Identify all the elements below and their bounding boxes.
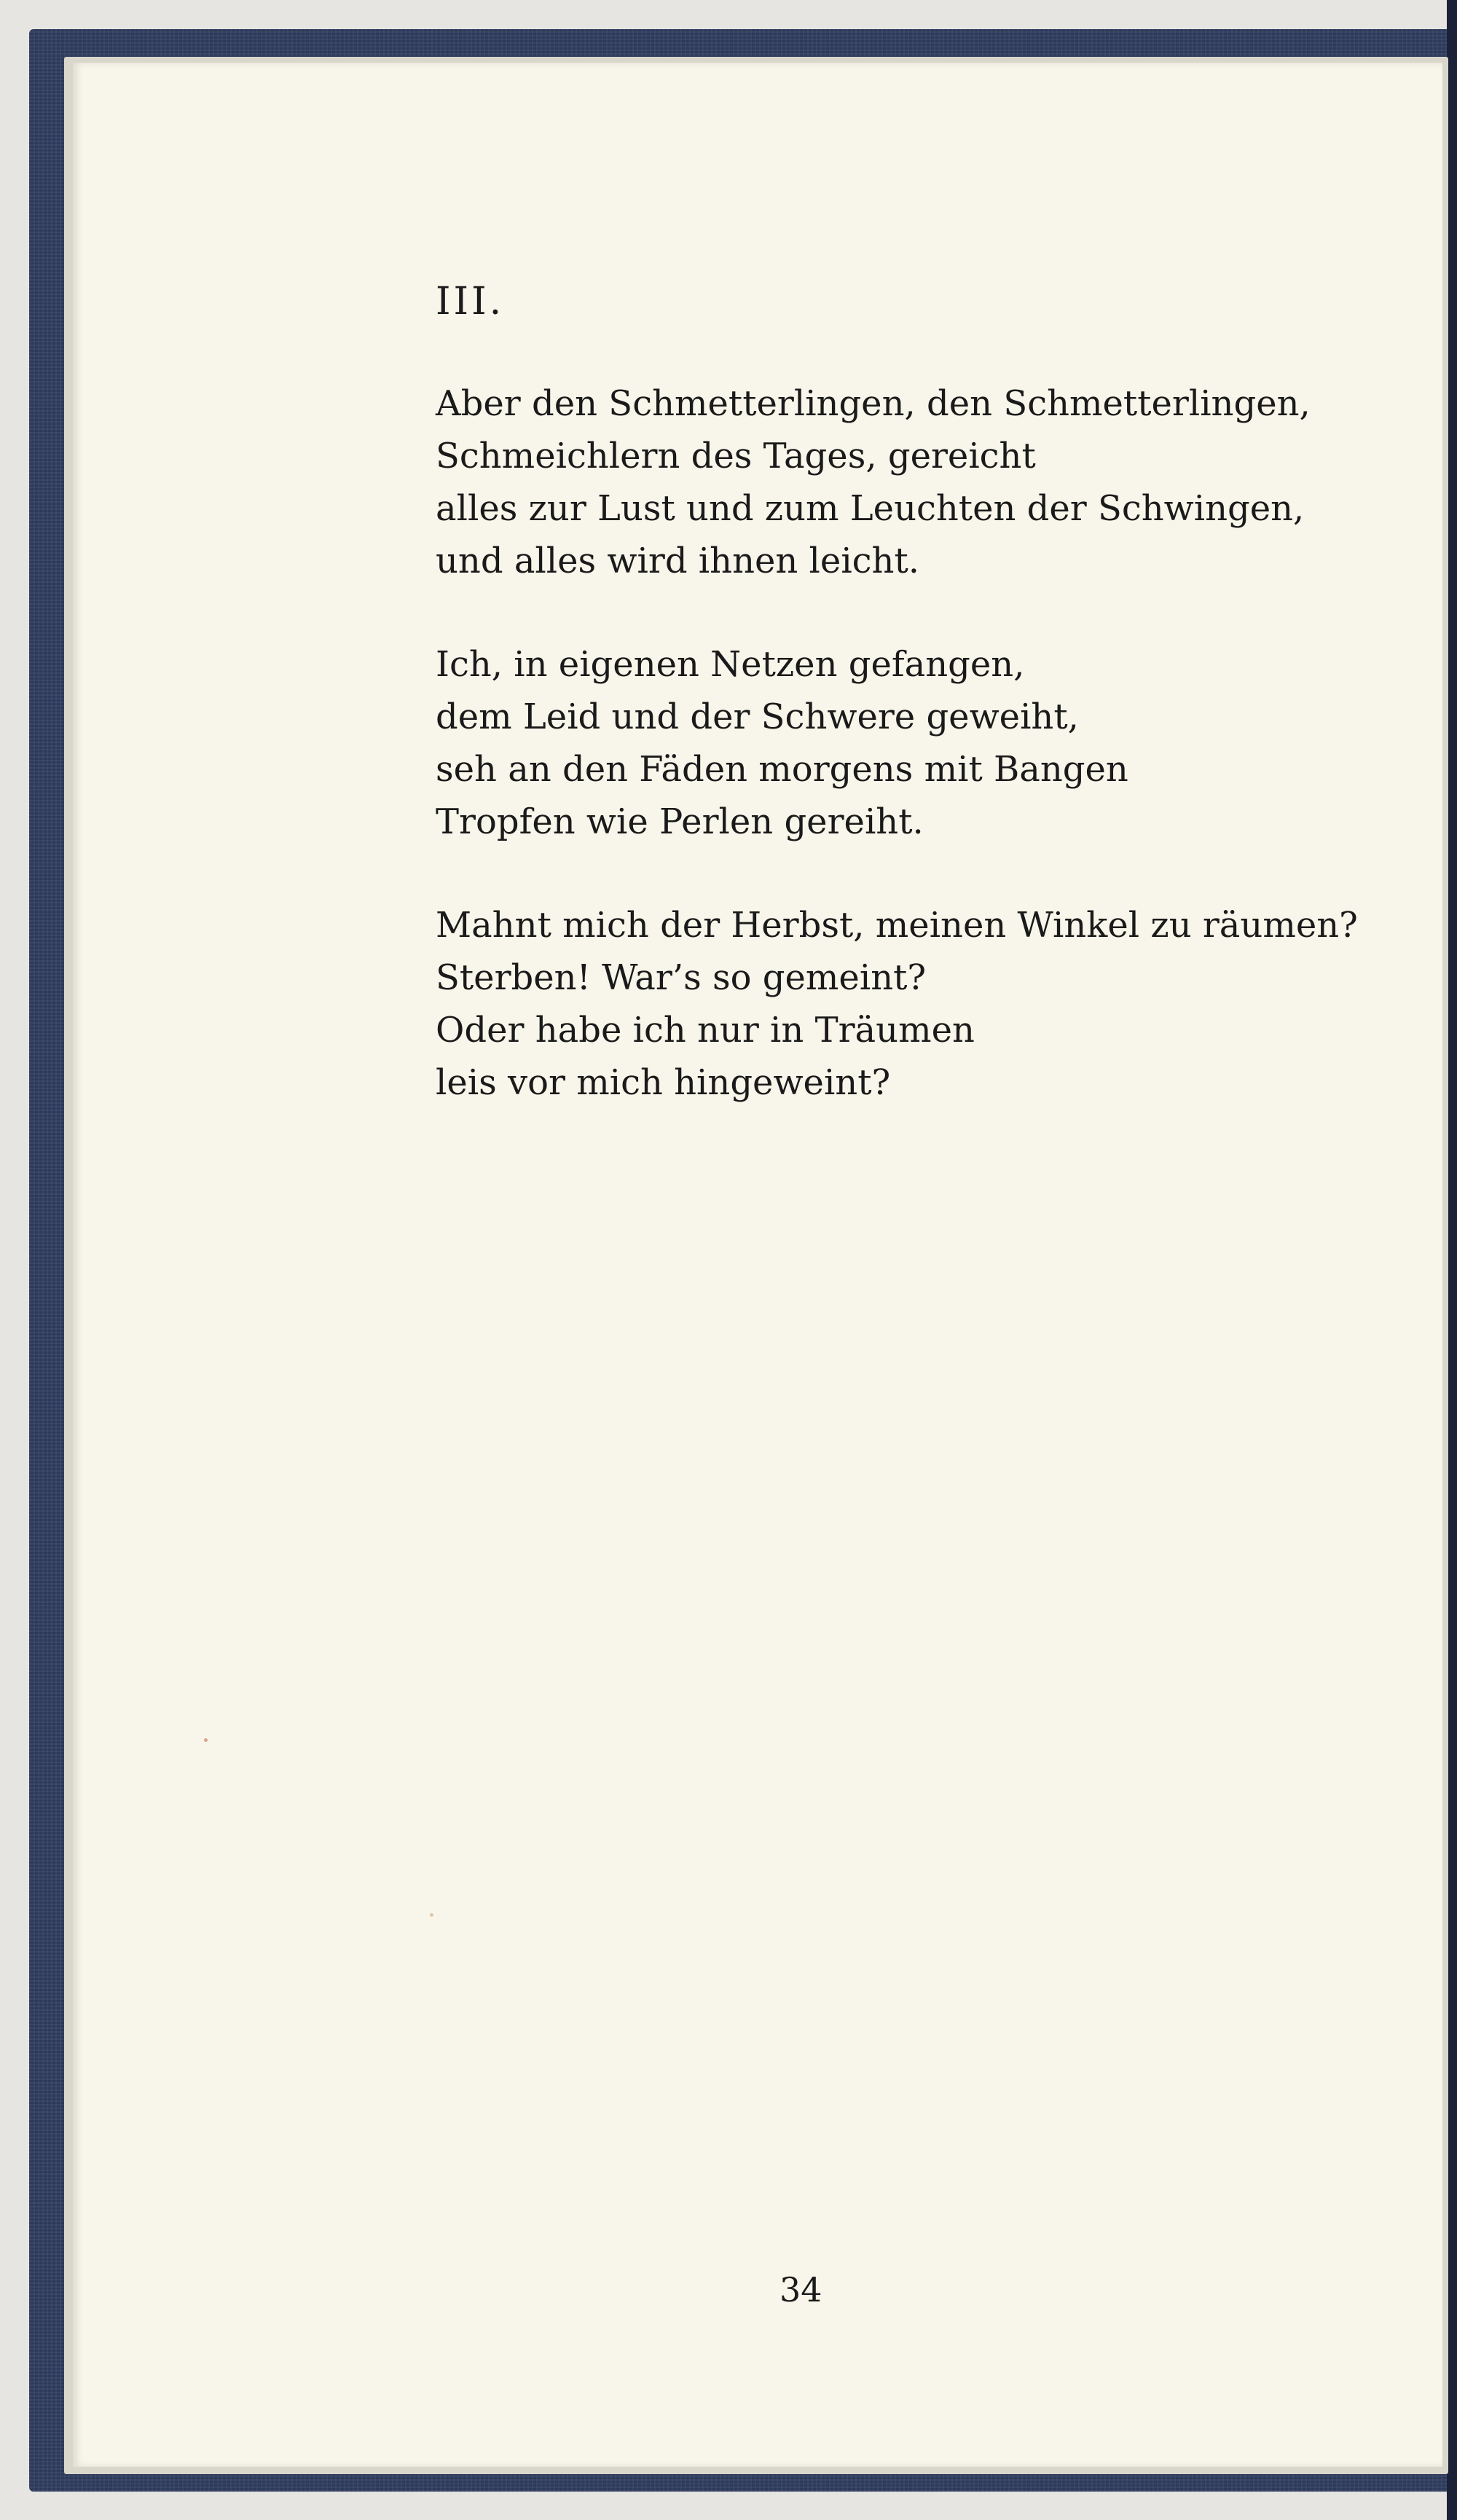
page-number: 34 — [779, 2270, 822, 2309]
cover-edge — [1447, 0, 1457, 2520]
poem-line: Oder habe ich nur in Träumen — [436, 1010, 975, 1051]
poem-line: Aber den Schmetterlingen, den Schmetterlingen, — [436, 383, 1311, 424]
poem-line: leis vor mich hingeweint? — [436, 1062, 891, 1103]
poem-line: Schmeichlern des Tages, gereicht — [436, 436, 1036, 476]
stanza-3 — [436, 899, 1358, 1109]
poem-line: Tropfen wie Perlen gereiht. — [436, 801, 924, 842]
stanza-2 — [436, 638, 1128, 848]
poem-line: Mahnt mich der Herbst, meinen Winkel zu räumen? — [436, 905, 1358, 946]
book-page — [73, 63, 1442, 2467]
poem-line: und alles wird ihnen leicht. — [436, 541, 920, 581]
poem-line: Ich, in eigenen Netzen gefangen, — [436, 644, 1025, 685]
poem-line: alles zur Lust und zum Leuchten der Schwingen, — [436, 488, 1305, 529]
poem-heading: III. — [436, 280, 505, 323]
stanza-1 — [436, 377, 1311, 587]
poem-line: seh an den Fäden morgens mit Bangen — [436, 749, 1128, 790]
paper-speck — [204, 1738, 208, 1742]
poem-line: dem Leid und der Schwere geweiht, — [436, 696, 1079, 737]
poem-line: Sterben! War’s so gemeint? — [436, 957, 927, 998]
paper-speck — [430, 1913, 433, 1917]
